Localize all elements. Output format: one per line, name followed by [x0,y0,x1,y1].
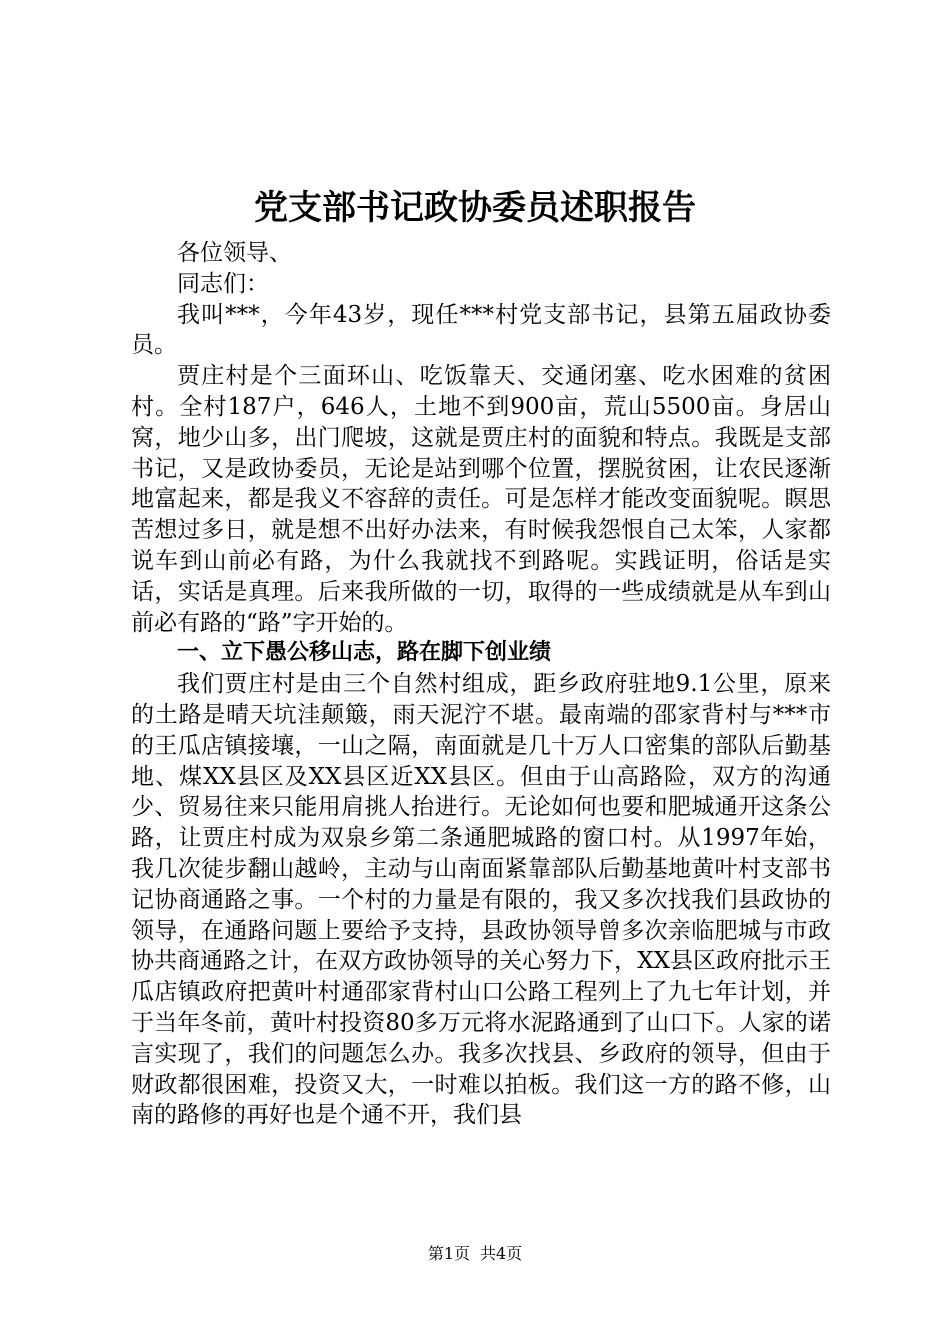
page-number: 第1页 [427,1244,470,1263]
salutation-line-1: 各位领导、 [177,240,292,266]
page-total: 共4页 [480,1244,523,1263]
page-title: 党支部书记政协委员述职报告 [254,188,696,228]
section-heading-1: 一、立下愚公移山志，路在脚下创业绩 [177,640,552,666]
document-body [131,238,831,1131]
background-paragraph: 贾庄村是个三面环山、吃饭靠天、交通闭塞、吃水困难的贫困村。全村187户，646人，土地不到900亩，荒山5500亩。身居山窝，地少山多，出门爬坡，这就是贾庄村的面貌和特点。我既是支部书记，又是政协委员，无论是站到哪个位置，摆脱贫困，让农民逐渐地富起来，都是我义不容辞的责任。可是怎样才能改变面貌呢。瞑思苦想过多日，就是想不出好办法来，有时候我怨恨自己太笨，人家都说车到山前必有路，为什么我就找不到路呢。实践证明，俗话是实话，实话是真理。后来我所做的一切，取得的一些成绩就是从车到山前必有路的“路”字开始的。 [131,363,831,636]
page-footer [0,1243,950,1265]
salutation-line-2: 同志们： [177,270,269,297]
section-1-paragraph: 我们贾庄村是由三个自然村组成，距乡政府驻地9.1公里，原来的土路是晴天坑洼颠簸，雨天泥泞不堪。最南端的邵家背村与***市的王瓜店镇接壤，一山之隔，南面就是几十万人口密集的部队后勤基地、煤XX县区及XX县区近XX县区。但由于山高路险，双方的沟通少、贸易往来只能用肩挑人抬进行。无论如何也要和肥城通开这条公路，让贾庄村成为双泉乡第二条通肥城路的窗口村。从1997年始，我几次徒步翻山越岭，主动与山南面紧靠部队后勤基地黄叶村支部书记协商通路之事。一个村的力量是有限的，我又多次找我们县政协的领导，在通路问题上要给予支持，县政协领导曾多次亲临肥城与市政协共商通路之计，在双方政协领导的关心努力下，XX县区政府批示王瓜店镇政府把黄叶村通邵家背村山口公路工程列上了九七年计划，并于当年冬前，黄叶村投资80多万元将水泥路通到了山口下。人家的诺言实现了，我们的问题怎么办。我多次找县、乡政府的领导，但由于财政都很困难，投资又大，一时难以拍板。我们这一方的路不修，山南的路修的再好也是个通不开，我们县 [131,671,831,1129]
intro-paragraph: 我叫***，今年43岁，现任***村党支部书记，县第五届政协委员。 [131,301,831,359]
